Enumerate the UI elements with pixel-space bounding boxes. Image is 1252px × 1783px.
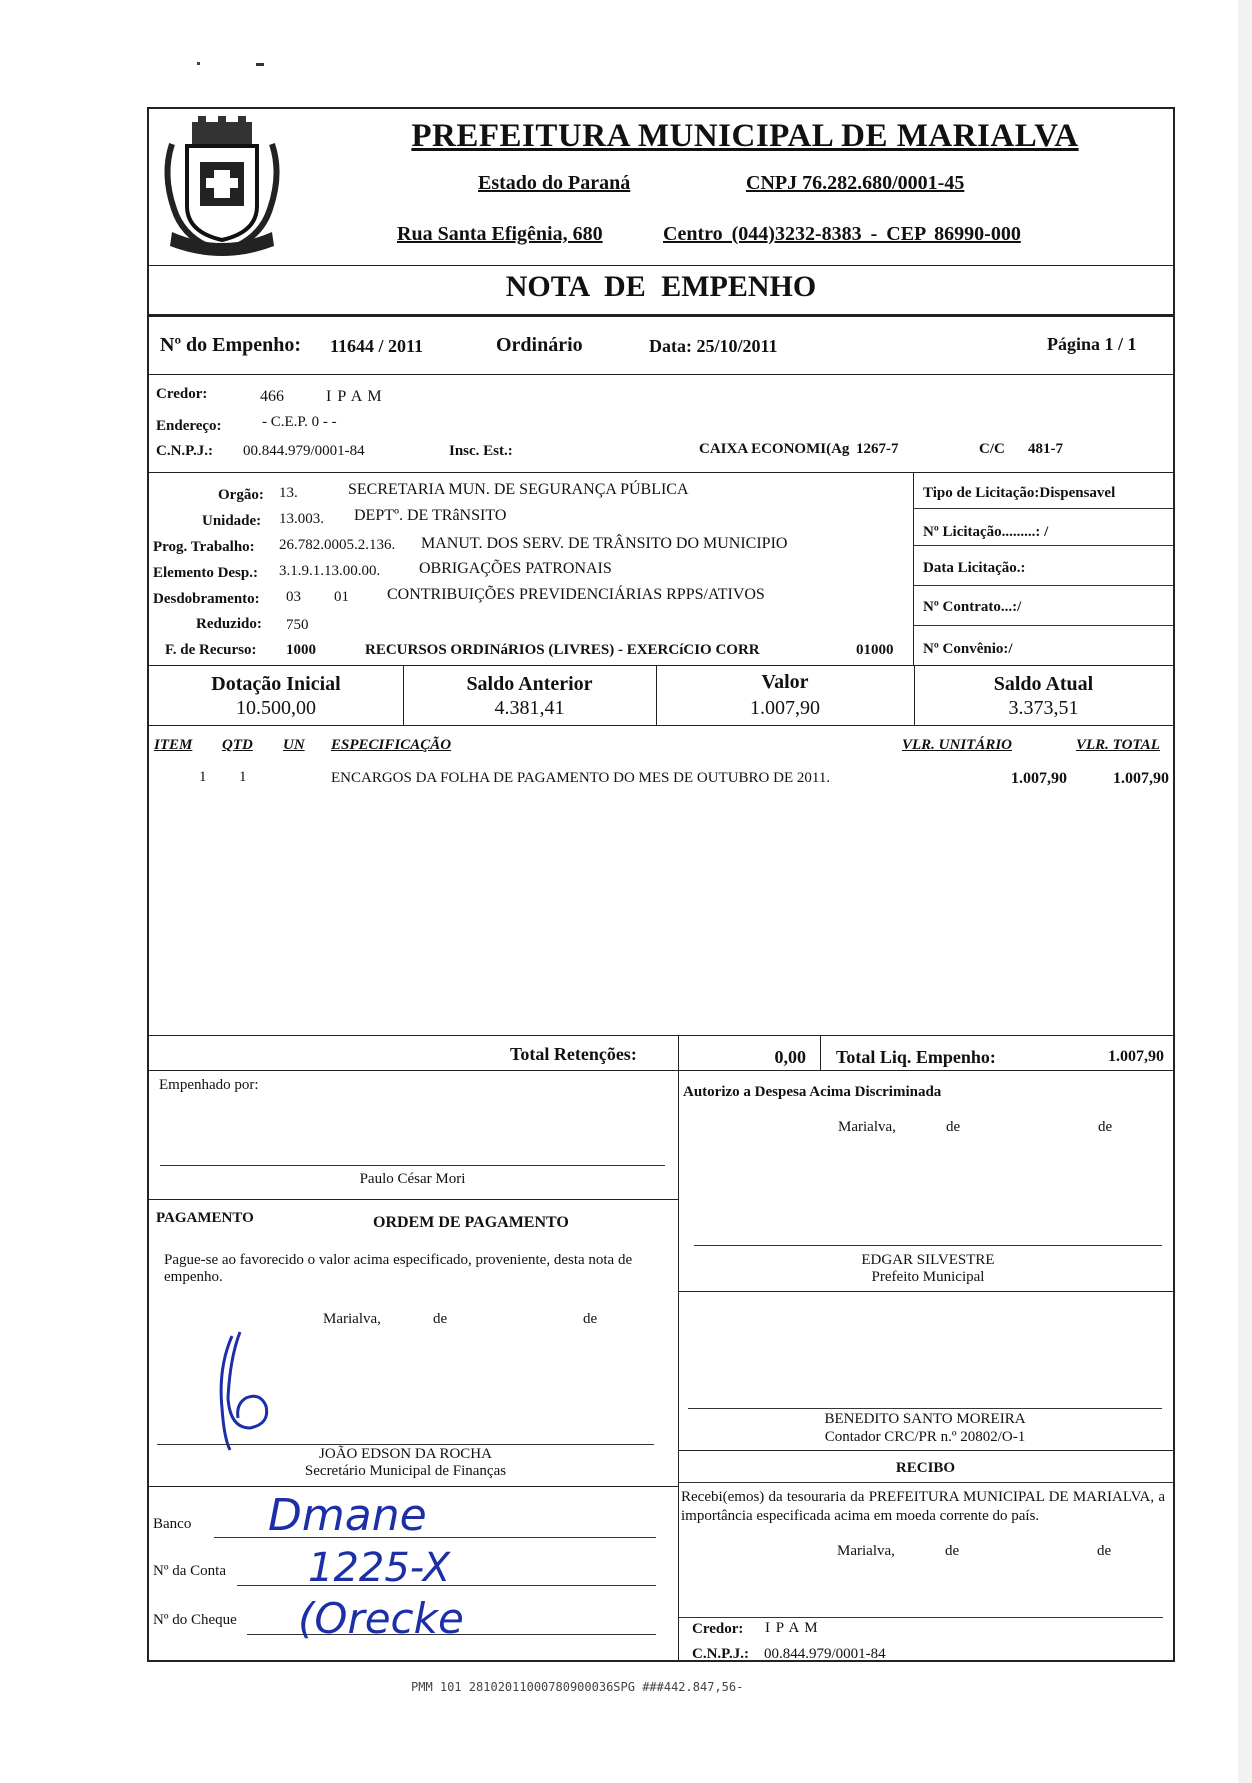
empenho-label: Nº do Empenho:	[160, 334, 302, 356]
recibo-city: Marialva,	[837, 1543, 895, 1559]
unidade-code: 13.003.	[279, 511, 324, 527]
empenho-date: Data: 25/10/2011	[649, 336, 778, 356]
divider	[149, 725, 1173, 726]
pagamento-label: PAGAMENTO	[156, 1210, 254, 1226]
divider	[678, 1035, 679, 1070]
empenhado-label: Empenhado por:	[159, 1077, 259, 1093]
divider	[678, 1482, 1173, 1483]
divider	[913, 585, 1173, 586]
orgao-label: Orgão:	[218, 487, 264, 503]
header-address: Rua Santa Efigênia, 680	[397, 223, 603, 245]
desdobramento-code-2: 01	[334, 589, 349, 605]
liquido-value: 1.007,90	[1108, 1048, 1164, 1065]
recibo-de-1: de	[945, 1543, 960, 1559]
contador-name: BENEDITO SANTO MOREIRA	[824, 1411, 1026, 1427]
retencoes-value: 0,00	[774, 1047, 806, 1067]
dotacao-label: Dotação Inicial	[211, 673, 341, 695]
recibo-credor-label: Credor:	[692, 1621, 744, 1637]
page-title: PREFEITURA MUNICIPAL DE MARIALVA	[411, 118, 1079, 154]
recibo-de-2: de	[1097, 1543, 1112, 1559]
desdobramento-code-1: 03	[286, 589, 301, 605]
footer-code: PMM 101 28102011000780900036SPG ###442.847,56-	[411, 1680, 744, 1694]
prog-label: Prog. Trabalho:	[153, 539, 255, 555]
col-header-vlr-unitario: VLR. UNITÁRIO	[902, 737, 1013, 753]
recurso-code: 1000	[286, 642, 316, 658]
prog-code: 26.782.0005.2.136.	[279, 537, 396, 553]
orgao-desc: SECRETARIA MUN. DE SEGURANÇA PÚBLICA	[348, 481, 689, 498]
signature-line	[157, 1444, 654, 1445]
pagamento-city: Marialva,	[323, 1311, 381, 1327]
insc-label: Insc. Est.:	[449, 443, 513, 459]
banco-label: Banco	[153, 1516, 192, 1532]
saldo-anterior-label: Saldo Anterior	[466, 673, 593, 695]
divider	[149, 374, 1173, 375]
valor-value: 1.007,90	[750, 697, 820, 719]
signature-line	[694, 1245, 1162, 1246]
credor-code: 466	[260, 388, 284, 405]
banco-handwritten: Dmane	[268, 1490, 427, 1541]
divider	[149, 265, 1173, 266]
reduzido-label: Reduzido:	[196, 616, 262, 632]
autorizo-de-1: de	[946, 1119, 961, 1135]
header-cnpj: CNPJ 76.282.680/0001-45	[746, 172, 965, 194]
prefeito-title: Prefeito Municipal	[871, 1269, 985, 1285]
col-header-qtd: QTD	[222, 737, 253, 753]
elemento-label: Elemento Desp.:	[153, 565, 258, 581]
recibo-title: RECIBO	[895, 1460, 956, 1476]
recurso-label: F. de Recurso:	[165, 642, 257, 658]
divider	[913, 545, 1173, 546]
autorizo-de-2: de	[1098, 1119, 1113, 1135]
desdobramento-desc: CONTRIBUIÇÕES PREVIDENCIÁRIAS RPPS/ATIVOS	[387, 586, 765, 603]
bank-name: CAIXA ECONOMI(Ag	[699, 441, 850, 457]
valor-label: Valor	[761, 671, 809, 693]
empenho-number: 11644 / 2011	[330, 336, 424, 356]
secretario-name: JOÃO EDSON DA ROCHA	[319, 1446, 492, 1462]
divider	[913, 508, 1173, 509]
signature-line	[688, 1408, 1162, 1409]
recibo-cnpj-label: C.N.P.J.:	[692, 1646, 749, 1662]
recibo-credor-value: I P A M	[765, 1620, 819, 1636]
state-label: Estado do Paraná	[478, 172, 631, 194]
prefeito-name: EDGAR SILVESTRE	[861, 1252, 995, 1268]
elemento-code: 3.1.9.1.13.00.00.	[279, 563, 381, 579]
saldo-atual-label: Saldo Atual	[993, 673, 1094, 695]
contador-title: Contador CRC/PR n.º 20802/O-1	[824, 1429, 1026, 1445]
saldo-anterior-value: 4.381,41	[494, 697, 565, 719]
endereco-label: Endereço:	[156, 418, 222, 434]
recurso-desc: RECURSOS ORDINáRIOS (LIVRES) - EXERCíCIO CORR	[365, 642, 760, 658]
scan-speck	[197, 62, 200, 65]
credor-name: I P A M	[326, 388, 383, 405]
cheque-handwritten: (Orecke	[298, 1594, 464, 1643]
divider	[678, 1450, 1173, 1451]
signature-line	[160, 1165, 665, 1166]
unidade-desc: DEPTº. DE TRâNSITO	[354, 507, 507, 524]
conta-label: Nº da Conta	[153, 1563, 226, 1579]
row-item: 1	[199, 769, 207, 785]
row-total-value: 1.007,90	[1113, 770, 1169, 787]
agency-number: 1267-7	[856, 441, 899, 457]
numero-convenio: Nº Convênio:/	[923, 641, 1013, 657]
autorizo-city: Marialva,	[838, 1119, 896, 1135]
conta-handwritten: 1225-X	[308, 1545, 451, 1591]
document-title: NOTA DE EMPENHO	[505, 270, 817, 303]
divider	[149, 1486, 679, 1487]
recibo-cnpj-value: 00.844.979/0001-84	[764, 1646, 886, 1662]
elemento-desc: OBRIGAÇÕES PATRONAIS	[419, 560, 612, 577]
divider	[149, 472, 1173, 473]
recibo-text: Recebi(emos) da tesouraria da PREFEITURA MUNICIPAL DE MARIALVA, a importância especificada acima em moeda corrente do país.	[681, 1489, 1165, 1524]
handwritten-signature	[210, 1328, 280, 1458]
dotacao-value: 10.500,00	[236, 697, 316, 719]
orgao-code: 13.	[279, 485, 298, 501]
cc-number: 481-7	[1028, 441, 1063, 457]
numero-licitacao: Nº Licitação.........: /	[923, 524, 1049, 540]
signature-line	[678, 1617, 1163, 1618]
endereco-value: - C.E.P. 0 - -	[262, 414, 337, 430]
credor-label: Credor:	[156, 386, 208, 402]
divider	[913, 625, 1173, 626]
recurso-code-2: 01000	[856, 642, 894, 658]
unidade-label: Unidade:	[202, 513, 262, 529]
prog-desc: MANUT. DOS SERV. DE TRÂNSITO DO MUNICIPIO	[421, 535, 788, 552]
saldo-atual-value: 3.373,51	[1008, 697, 1079, 719]
secretario-title: Secretário Municipal de Finanças	[304, 1463, 507, 1479]
row-description: ENCARGOS DA FOLHA DE PAGAMENTO DO MES DE OUTUBRO DE 2011.	[331, 770, 831, 786]
col-header-item: ITEM	[154, 737, 193, 753]
empenho-type: Ordinário	[496, 334, 583, 356]
divider	[820, 1035, 821, 1070]
cheque-label: Nº do Cheque	[153, 1612, 237, 1628]
cc-label: C/C	[979, 441, 1005, 457]
numero-contrato: Nº Contrato...:/	[923, 599, 1022, 615]
tipo-licitacao: Tipo de Licitação:Dispensavel	[923, 485, 1116, 501]
pagamento-de-2: de	[583, 1311, 598, 1327]
scan-speck	[256, 63, 264, 66]
pagamento-de-1: de	[433, 1311, 448, 1327]
page-indicator: Página 1 / 1	[1047, 334, 1137, 354]
divider	[149, 665, 1173, 666]
desdobramento-label: Desdobramento:	[153, 591, 260, 607]
data-licitacao: Data Licitação.:	[923, 560, 1026, 576]
header-address-2: Centro (044)3232-8383 - CEP 86990-000	[663, 223, 1021, 245]
table-row	[149, 768, 1173, 828]
creditor-cnpj: 00.844.979/0001-84	[243, 443, 365, 459]
ordem-pagamento-label: ORDEM DE PAGAMENTO	[373, 1214, 569, 1231]
divider	[149, 1035, 1173, 1036]
divider	[149, 314, 1173, 317]
row-unit-value: 1.007,90	[1011, 770, 1067, 787]
divider	[149, 1070, 1173, 1071]
col-header-especificacao: ESPECIFICAÇÃO	[331, 737, 452, 753]
empenhado-name: Paulo César Mori	[359, 1171, 466, 1187]
row-qtd: 1	[239, 769, 247, 785]
divider	[678, 1070, 679, 1660]
divider	[678, 1291, 1173, 1292]
col-header-un: UN	[283, 737, 305, 753]
scan-speck	[1238, 0, 1252, 1783]
col-header-vlr-total: VLR. TOTAL	[1076, 737, 1160, 753]
autorizo-label: Autorizo a Despesa Acima Discriminada	[683, 1084, 942, 1100]
pagamento-text: Pague-se ao favorecido o valor acima especificado, proveniente, desta nota de empenho.	[164, 1252, 633, 1285]
liquido-label: Total Liq. Empenho:	[836, 1047, 996, 1067]
retencoes-label: Total Retenções:	[510, 1044, 637, 1064]
divider	[913, 472, 914, 665]
reduzido-value: 750	[286, 617, 309, 633]
cnpj-label: C.N.P.J.:	[156, 443, 213, 459]
coat-of-arms-logo	[152, 114, 292, 264]
divider	[149, 1199, 679, 1200]
